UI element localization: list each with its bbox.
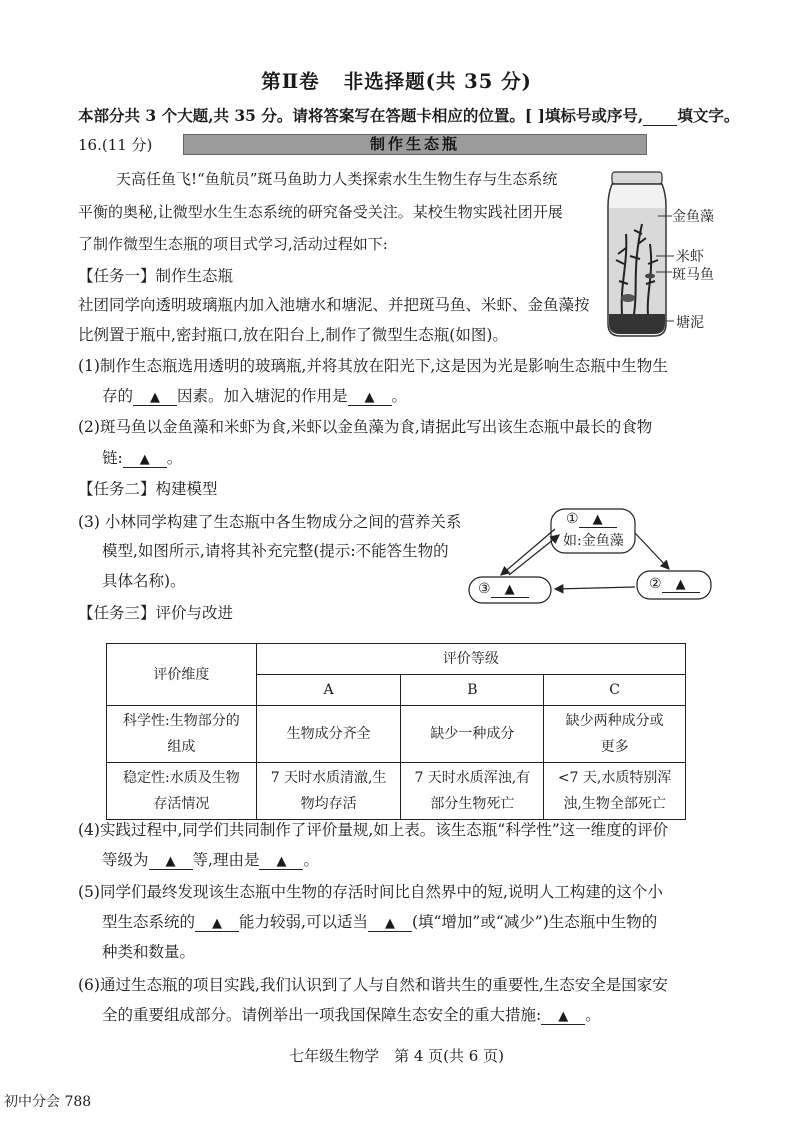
question-banner: 制作生态瓶 [183, 134, 647, 155]
q1-text-c: 。 [391, 387, 408, 405]
q5-text-c: (填“增加”或“减少”)生态瓶中生物的 [411, 913, 658, 931]
evaluation-rubric-table [106, 643, 686, 820]
q4-line-2 [102, 848, 319, 870]
q5-line-1: (5)同学们最终发现该生态瓶中生物的存活时间比自然界中的短,说明人工构建的这个小 [78, 883, 663, 901]
arrow-1-to-3 [501, 529, 555, 575]
table-cell-dimension: 稳定性:水质及生物 存活情况 [107, 763, 257, 820]
table-row [107, 763, 686, 820]
task1-text-1: 社团同学向透明玻璃瓶内加入池塘水和塘泥、并把斑马鱼、米虾、金鱼藻按 [78, 296, 590, 314]
instructions [78, 104, 739, 126]
q5-blank-2: ▲ [368, 913, 412, 932]
q4-text-a: 等级为 [102, 851, 149, 869]
diagram-node-1 [566, 511, 617, 528]
q1-blank-1: ▲ [133, 387, 177, 406]
task1-text-2: 比例置于瓶中,密封瓶口,放在阳台上,制作了微型生态瓶(如图)。 [78, 326, 508, 344]
instructions-blank [643, 106, 677, 126]
intro-line-2: 平衡的奥秘,让微型水生生态系统的研究备受关注。某校生物实践社团开展 [78, 203, 563, 221]
table-grade-b: B [401, 675, 544, 706]
q1-text-b: 因素。加入塘泥的作用是 [177, 387, 348, 405]
table-cell-dimension: 科学性:生物部分的 组成 [107, 706, 257, 763]
q2-text-b: 。 [166, 449, 183, 467]
instructions-text-b: 填文字。 [677, 106, 740, 125]
question-number: 16.(11 分) [78, 136, 153, 154]
corner-note: 初中分会 788 [4, 1094, 92, 1110]
q3-line-3: 具体名称)。 [102, 572, 186, 590]
section-title-part2: 非选择题(共 35 分) [343, 70, 532, 93]
q1-blank-2: ▲ [348, 387, 392, 406]
table-cell: 缺少两种成分或 更多 [544, 706, 686, 763]
bottle-label-hornwort: 金鱼藻 [672, 209, 714, 225]
q1-line-1: (1)制作生态瓶选用透明的玻璃瓶,并将其放在阳光下,这是因为光是影响生态瓶中生物生 [78, 357, 668, 375]
diagram-node-2-number: ② [649, 576, 662, 592]
table-cell: 缺少一种成分 [401, 706, 544, 763]
table-header-dimension: 评价维度 [107, 644, 257, 706]
diagram-node-3 [478, 581, 529, 598]
arrow-3-to-1 [509, 535, 559, 575]
q3-line-1: (3) 小林同学构建了生态瓶中各生物成分之间的营养关系 [78, 513, 462, 531]
q4-blank-1: ▲ [149, 851, 193, 870]
task3-title: 【任务三】评价与改进 [78, 604, 234, 622]
diagram-node-3-number: ③ [478, 581, 491, 597]
arrow-1-to-2 [635, 533, 669, 569]
table-grade-a: A [256, 675, 401, 706]
intro-line-1: 天高任鱼飞!“鱼航员”斑马鱼助力人类探索水生生物生存与生态系统 [116, 170, 558, 188]
diagram-node-2-blank: ▲ [662, 576, 700, 593]
instructions-text-a: 本部分共 3 个大题,共 35 分。请将答案写在答题卡相应的位置。[ ]填标号或序号, [78, 106, 644, 125]
q5-text-a: 型生态系统的 [102, 913, 196, 931]
q5-blank-1: ▲ [195, 913, 239, 932]
q2-text-a: 链: [102, 449, 123, 467]
q4-blank-2: ▲ [259, 851, 303, 870]
table-cell: 7 天时水质清澈,生 物均存活 [256, 763, 401, 820]
task1-title: 【任务一】制作生态瓶 [78, 267, 234, 285]
q6-text-b: 。 [585, 1006, 601, 1024]
table-grade-c: C [544, 675, 686, 706]
diagram-node-2 [649, 576, 700, 593]
q6-text-a: 全的重要组成部分。请例举出一项我国保障生态安全的重大措施: [102, 1006, 542, 1024]
arrow-2-to-3 [555, 587, 635, 589]
q6-blank: ▲ [541, 1006, 585, 1025]
q2-line-1: (2)斑马鱼以金鱼藻和米虾为食,米虾以金鱼藻为食,请据此写出该生态瓶中最长的食物 [78, 418, 653, 436]
intro-line-3: 了制作微型生态瓶的项目式学习,活动过程如下: [78, 235, 388, 253]
table-header-grade: 评价等级 [256, 644, 685, 675]
q2-blank: ▲ [123, 449, 167, 468]
bottle-label-pond-mud: 塘泥 [676, 315, 704, 331]
q4-text-b: 等,理由是 [192, 851, 260, 869]
q1-line-2 [102, 384, 407, 406]
q5-text-b: 能力较弱,可以适当 [239, 913, 368, 931]
table-cell: 生物成分齐全 [256, 706, 401, 763]
bottle-label-zebrafish: 斑马鱼 [672, 267, 714, 283]
bottle-label-shrimp: 米虾 [676, 249, 704, 265]
diagram-node-3-blank: ▲ [491, 581, 529, 598]
diagram-node-1-number: ① [566, 511, 579, 527]
diagram-node-1-example: 如:金鱼藻 [563, 533, 624, 549]
diagram-node-1-blank: ▲ [579, 511, 617, 528]
q3-line-2: 模型,如图所示,请将其补充完整(提示:不能答生物的 [102, 542, 449, 560]
task2-title: 【任务二】构建模型 [78, 480, 218, 498]
section-title [0, 66, 793, 94]
table-row [107, 706, 686, 763]
q1-text-a: 存的 [102, 387, 134, 405]
q4-text-c: 。 [303, 851, 319, 869]
q6-line-2 [102, 1003, 601, 1025]
table-header-row [107, 644, 686, 675]
q2-line-2 [102, 446, 182, 468]
page-footer: 七年级生物学 第 4 页(共 6 页) [289, 1047, 504, 1065]
q4-line-1: (4)实践过程中,同学们共同制作了评价量规,如上表。该生态瓶“科学性”这一维度的评价 [78, 821, 669, 839]
section-title-part1: 第Ⅱ卷 [261, 70, 320, 93]
q5-line-3: 种类和数量。 [102, 943, 196, 961]
q5-line-2 [102, 910, 657, 932]
table-cell: 7 天时水质浑浊,有 部分生物死亡 [401, 763, 544, 820]
q6-line-1: (6)通过生态瓶的项目实践,我们认识到了人与自然和谐共生的重要性,生态安全是国家安 [78, 976, 668, 994]
table-cell: <7 天,水质特别浑 浊,生物全部死亡 [544, 763, 686, 820]
